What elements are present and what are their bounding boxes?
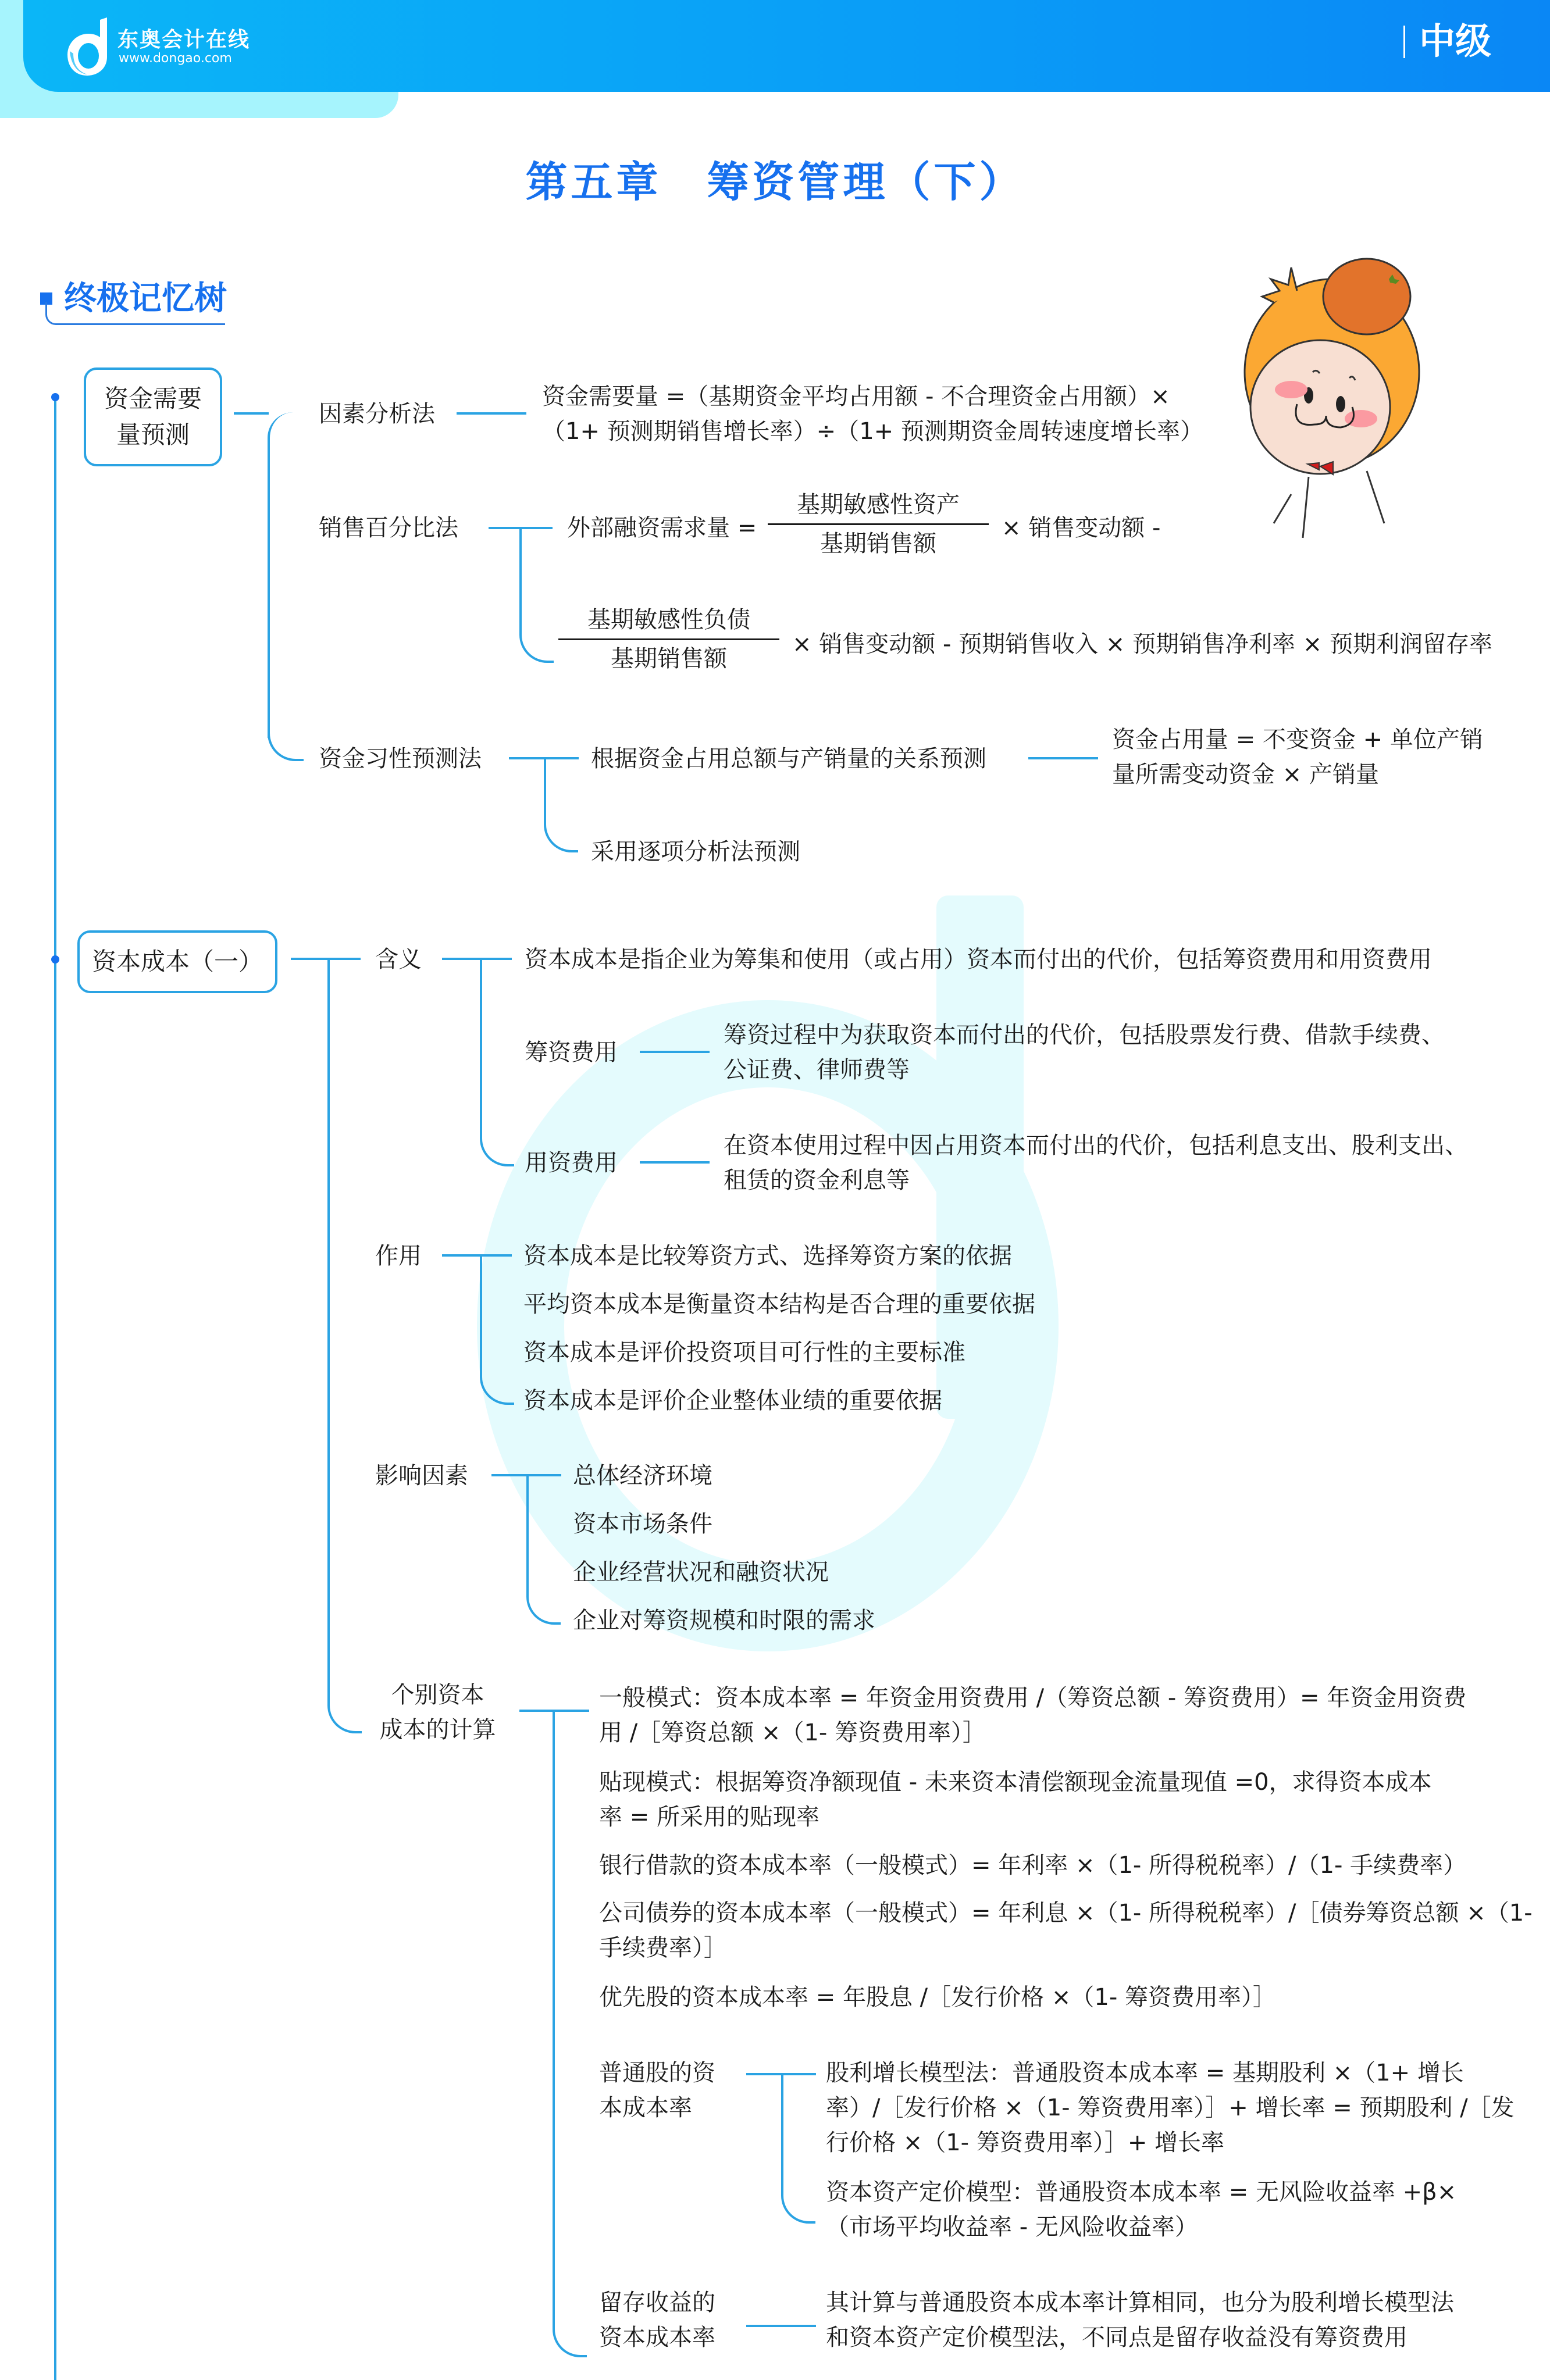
page-title: 第五章 筹资管理（下） <box>525 158 1025 206</box>
calc-bond-line2: 手续费率）］ <box>599 1935 727 1961</box>
connector <box>268 412 293 738</box>
retained-line2: 和资本资产定价模型法，不同点是留存收益没有筹资费用 <box>826 2324 1408 2351</box>
ddm-line3: 行价格 ×（1- 筹资费用率）］+ 增长率 <box>826 2129 1225 2156</box>
connector <box>526 1474 561 1625</box>
factor-item: 企业对筹资规模和时限的需求 <box>573 1607 875 1634</box>
node-label: 资金需要 <box>104 384 202 413</box>
habit-result-line1: 资金占用量 = 不变资金 + 单位产销 <box>1112 726 1483 753</box>
common-label-line2: 本成本率 <box>599 2094 692 2121</box>
fraction-numerator: 基期敏感性负债 <box>587 606 750 633</box>
header-divider <box>1403 26 1405 58</box>
fraction-numerator: 基期敏感性资产 <box>797 491 960 518</box>
calc-discount-line1: 贴现模式：根据筹资净额现值 - 未来资本清偿额现金流量现值 =0，求得资本成本 <box>599 1769 1432 1796</box>
fraction-bar <box>768 523 989 525</box>
node-fund-demand-forecast[interactable] <box>84 367 222 466</box>
trunk-node-dot-icon <box>51 393 59 401</box>
ddm-line1: 股利增长模型法：普通股资本成本率 = 基期股利 ×（1+ 增长 <box>826 2060 1464 2086</box>
connector <box>544 757 578 852</box>
factor-formula-line1: 资金需要量 =（基期资金平均占用额 - 不合理资金占用额）× <box>542 383 1170 410</box>
common-stock-label <box>599 2056 715 2125</box>
connector <box>268 715 304 761</box>
factor-item: 总体经济环境 <box>573 1462 712 1489</box>
brand-logo[interactable] <box>65 17 257 76</box>
fraction-denominator: 基期销售额 <box>611 645 727 672</box>
role-item: 资本成本是比较筹资方式、选择筹资方案的依据 <box>523 1243 1012 1269</box>
connector <box>640 1161 710 1164</box>
connector <box>480 1254 514 1405</box>
node-label: 资本成本（一） <box>91 947 263 976</box>
common-label-line1: 普通股的资 <box>599 2060 715 2086</box>
role-item: 平均资本成本是衡量资本结构是否合理的重要依据 <box>523 1291 1035 1318</box>
logo-name: 东奥会计在线 <box>117 28 251 52</box>
factor-item: 企业经营状况和融资状况 <box>573 1559 829 1586</box>
habit-item-total: 根据资金占用总额与产销量的关系预测 <box>591 745 986 772</box>
connector <box>640 1051 710 1053</box>
habit-result-line2: 量所需变动资金 × 产销量 <box>1112 761 1379 788</box>
retained-label-line2: 资本成本率 <box>599 2324 715 2351</box>
connector <box>234 412 269 415</box>
calc-discount-line2: 率 = 所采用的贴现率 <box>599 1804 819 1831</box>
calc-bank-loan: 银行借款的资本成本率（一般模式）= 年利率 ×（1- 所得税税率）/（1- 手续费率） <box>599 1852 1467 1879</box>
fraction-bar <box>558 638 779 640</box>
trunk-node-dot-icon <box>51 955 59 964</box>
connector <box>1028 757 1098 759</box>
connector <box>457 412 526 415</box>
dongao-logo-icon <box>65 17 113 76</box>
raising-cost-line1: 筹资过程中为获取资本而付出的代价，包括股票发行费、借款手续费、 <box>724 1022 1445 1048</box>
calc-general-line1: 一般模式：资本成本率 = 年资金用资费用 /（筹资总额 - 筹资费用）= 年资金用资费 <box>599 1685 1467 1711</box>
calc-bond-line1: 公司债券的资本成本率（一般模式）= 年利息 ×（1- 所得税税率）/［债券筹资总额 ×（1- <box>599 1900 1533 1926</box>
capm-line1: 资本资产定价模型：普通股资本成本率 = 无风险收益率 +β× <box>826 2179 1457 2206</box>
level-label: 中级 <box>1419 20 1492 62</box>
capm-line2: （市场平均收益率 - 无风险收益率） <box>826 2214 1198 2240</box>
branch-factor-analysis: 因素分析法 <box>319 401 435 427</box>
branch-meaning: 含义 <box>375 946 422 973</box>
calc-preferred: 优先股的资本成本率 = 年股息 /［发行价格 ×（1- 筹资费用率）］ <box>599 1984 1276 2011</box>
fraction-sensitive-assets <box>768 488 989 560</box>
connector <box>746 2325 816 2327</box>
raising-cost-line2: 公证费、律师费等 <box>724 1057 910 1083</box>
external-financing-lhs: 外部融资需求量 = <box>567 515 757 541</box>
habit-item-itemized: 采用逐项分析法预测 <box>591 838 800 865</box>
after-fraction1: × 销售变动额 - <box>1002 515 1161 541</box>
retained-earnings-label <box>599 2285 715 2355</box>
ddm-line2: 率）/［发行价格 ×（1- 筹资费用率）］+ 增长率 = 预期股利 /［发 <box>826 2094 1515 2121</box>
node-label: 量预测 <box>116 420 190 449</box>
factor-item: 资本市场条件 <box>573 1511 712 1537</box>
calc-label-line2: 成本的计算 <box>379 1717 496 1743</box>
fraction-denominator: 基期销售额 <box>820 530 936 557</box>
calc-general-line2: 用 /［筹资总额 ×（1- 筹资费用率）］ <box>599 1719 986 1746</box>
using-cost-line2: 租赁的资金利息等 <box>724 1167 910 1194</box>
meaning-definition: 资本成本是指企业为筹集和使用（或占用）资本而付出的代价，包括筹资费用和用资费用 <box>525 946 1432 973</box>
using-cost-line1: 在资本使用过程中因占用资本而付出的代价，包括利息支出、股利支出、 <box>724 1132 1468 1159</box>
section-title: 终极记忆树 <box>64 280 227 317</box>
calc-label-line1: 个别资本 <box>391 1682 484 1708</box>
raising-cost-label: 筹资费用 <box>525 1039 618 1066</box>
trunk-line <box>54 395 56 2380</box>
branch-influencing-factors: 影响因素 <box>375 1462 468 1489</box>
fraction-sensitive-liabilities <box>558 604 779 675</box>
role-item: 资本成本是评价企业整体业绩的重要依据 <box>523 1387 942 1414</box>
branch-role: 作用 <box>375 1243 422 1269</box>
branch-individual-cost-calc <box>375 1678 500 1747</box>
connector <box>519 527 554 663</box>
factor-formula-line2: （1+ 预测期销售增长率）÷（1+ 预测期资金周转速度增长率） <box>542 418 1203 445</box>
node-capital-cost[interactable] <box>77 930 277 993</box>
logo-url: www.dongao.com <box>119 51 232 66</box>
connector <box>781 2073 815 2224</box>
connector <box>480 958 514 1166</box>
connector <box>327 958 362 1733</box>
retained-line1: 其计算与普通股资本成本率计算相同，也分为股利增长模型法 <box>826 2289 1454 2316</box>
branch-fund-habit: 资金习性预测法 <box>319 745 482 772</box>
using-cost-label: 用资费用 <box>525 1150 618 1176</box>
role-item: 资本成本是评价投资项目可行性的主要标准 <box>523 1339 965 1366</box>
retained-label-line1: 留存收益的 <box>599 2289 715 2316</box>
branch-sales-percent: 销售百分比法 <box>319 515 458 541</box>
after-fraction2: × 销售变动额 - 预期销售收入 × 预期销售净利率 × 预期利润留存率 <box>792 631 1492 658</box>
mascot-illustration <box>1239 250 1442 541</box>
connector <box>553 1710 587 2357</box>
